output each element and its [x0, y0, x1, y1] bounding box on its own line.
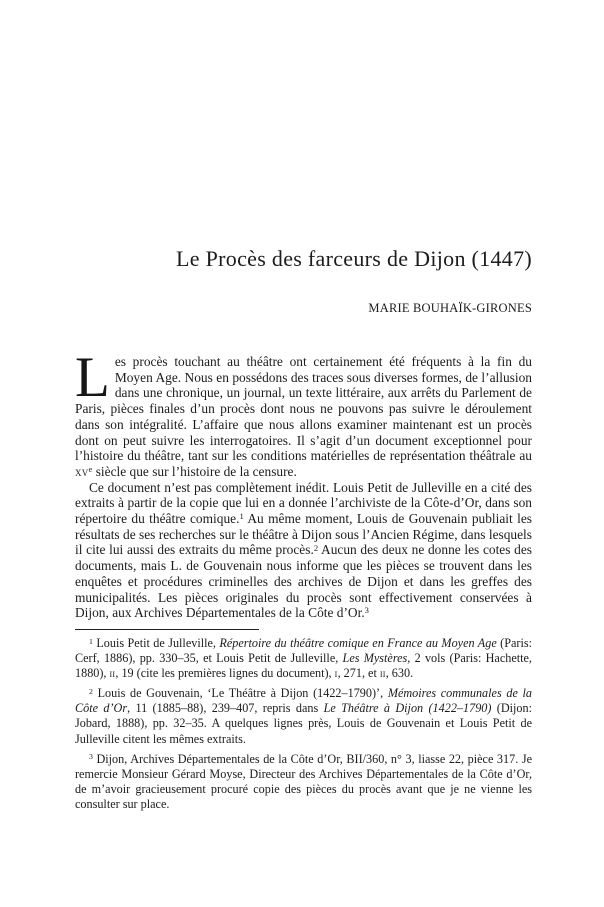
text-run: (Paris: Cerf, 1886), pp. 330–35, et Louis Petit de Julleville, — [75, 636, 532, 666]
sup-text-run: 2 — [89, 686, 93, 696]
text-run: Aucun des deux ne donne les cotes des documents, mais L. de Gouvenain nous informe que les pièces se trouvent dans les enquêtes et procédures criminelles des archives de Dijon et dans les greffes des municipalités. Les pièces originales du procès sont effectivement conservées à Dijon, aux Archives Départementales de la Côte d’Or. — [75, 542, 532, 621]
i-text-run: Répertoire du théâtre comique en France au Moyen Age — [219, 636, 497, 650]
sc-text-run: II — [379, 666, 386, 681]
text-run: , 630. — [385, 666, 414, 681]
footnote-1 — [75, 636, 532, 681]
footnote-2 — [75, 686, 532, 746]
sup-text-run: 1 — [89, 636, 93, 646]
sc-text-run: I — [334, 666, 338, 681]
sup-text-run: 3 — [364, 605, 369, 616]
footnote-separator — [75, 629, 259, 630]
text-run: siècle que sur l’histoire de la censure. — [92, 463, 297, 479]
i-text-run: Le Théâtre à Dijon (1422–1790) — [323, 701, 492, 716]
i-text-run: Mémoires communales de la Côte d’Or — [75, 686, 532, 716]
sup-text-run: e — [88, 464, 93, 475]
text-run: (Dijon: Jobard, 1888), pp. 32–35. A quelques lignes près, Louis de Gouvenain et Louis Petit de Julleville citent les mêmes extraits. — [75, 701, 533, 746]
paragraph-2 — [75, 480, 532, 621]
paragraph-1 — [75, 346, 532, 480]
text-run: Louis Petit de Julleville, — [92, 636, 220, 650]
dropcap-text-run: L — [75, 346, 110, 409]
article-title: Le Procès des farceurs de Dijon (1447) — [176, 246, 532, 271]
article-heading — [75, 246, 532, 316]
text-run: es procès touchant au théâtre ont certainement été fréquents à la fin du Moyen Age. Nous en possédons des traces sous diverses formes, de l’allusion dans une chronique, un journal, un texte littéraire, aux arrêts du Parlement de Paris, pièces finales d’un procès dont nous ne pouvons pas suivre le déroulement dans son intégralité. L’affaire que nous allons examiner maintenant est un procès dont on peut suivre les interrogatoires. Il s’agit d’un document exceptionnel pour l’histoire du théâtre, tant sur les conditions matérielles de représentation théâtrale au — [75, 354, 532, 464]
text-run: , 2 vols (Paris: Hachette, 1880), — [75, 651, 532, 681]
sup-text-run: 2 — [313, 542, 319, 553]
sup-text-run: 1 — [239, 511, 244, 522]
footnotes-section — [75, 629, 532, 817]
author-name: MARIE BOUHAÏK-GIRONES — [368, 301, 532, 315]
text-run: , 271, et — [337, 666, 380, 681]
text-run: Louis de Gouvenain, ‘Le Théâtre à Dijon (1422–1790)’, — [92, 686, 388, 701]
text-run: , 11 (1885–88), 239–407, repris dans — [127, 701, 324, 716]
text-run: , 19 (cite les premières lignes du document), — [115, 666, 335, 681]
sc-text-run: II — [109, 666, 116, 681]
text-run: Dijon, Archives Départementales de la Côte d’Or, BII/360, n° 3, liasse 22, pièce 317. Je remercie Monsieur Gérard Moyse, Directeur des Archives Départementales de la Côte d’Or, de m’avoir gracieusement procuré copie des pièces du procès avant que je ne vienne les consulter sur place. — [75, 751, 532, 811]
article-body — [75, 346, 533, 621]
sup-text-run: 3 — [89, 752, 93, 762]
footnote-3 — [75, 752, 532, 812]
text-run: Au même moment, Louis de Gouvenain publiait les résultats de ses recherches sur le théâtre à Dijon sous l’Ancien Régime, dans lesquels il cite lui aussi des extraits du même procès. — [75, 511, 533, 558]
sc-text-run: XV — [75, 463, 89, 479]
i-text-run: Les Mystères — [342, 651, 408, 666]
text-run: Ce document n’est pas complètement inédit. Louis Petit de Julleville en a cité des extraits à partir de la copie que lui en a donnée l’archiviste de la Côte-d’Or, dans son répertoire du théâtre comique. — [75, 479, 532, 527]
